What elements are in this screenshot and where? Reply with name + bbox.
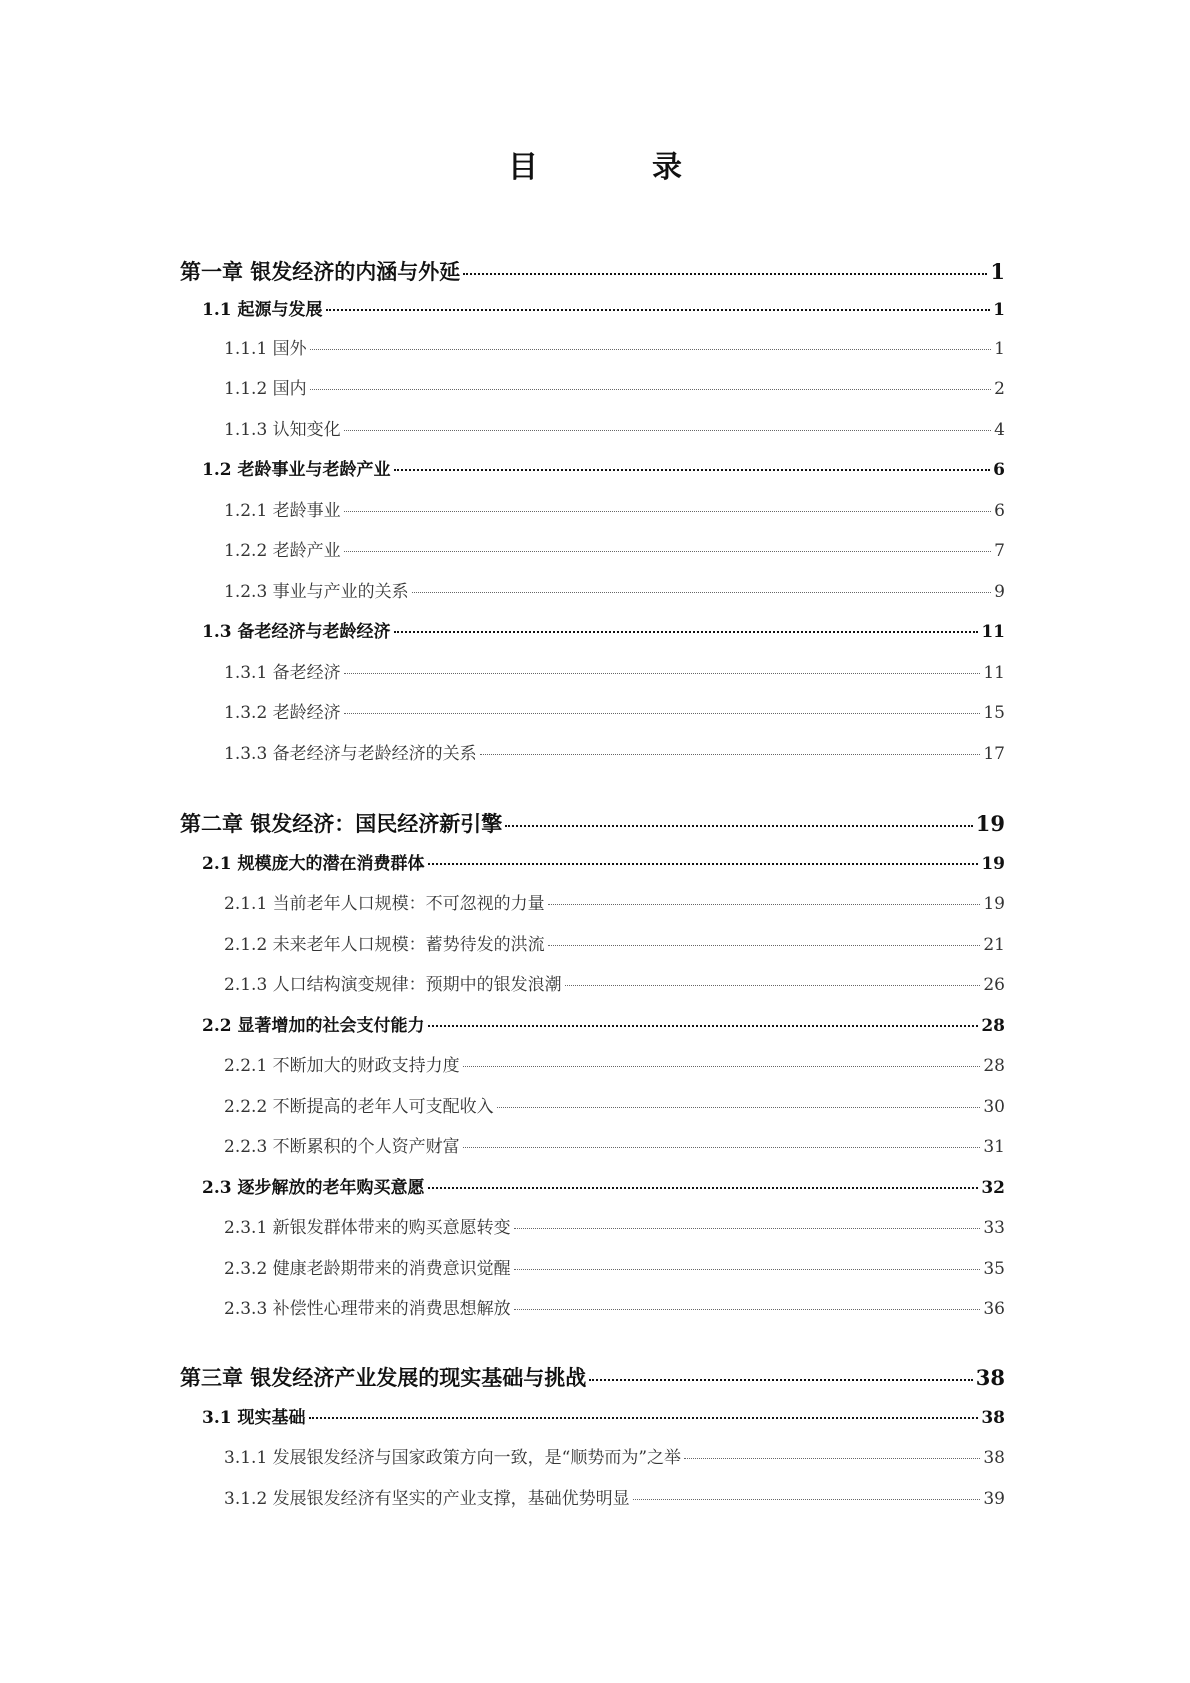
dot-leader — [428, 1025, 979, 1027]
toc-entry-page: 6 — [993, 460, 1005, 480]
toc-entry-label: 2.1.1 当前老年人口规模：不可忽视的力量 — [224, 894, 545, 914]
toc-entry-label: 第一章 银发经济的内涵与外延 — [180, 259, 461, 284]
toc-entry-page: 1 — [990, 259, 1005, 284]
toc-entry-page: 19 — [975, 811, 1005, 836]
toc-entry[interactable] — [202, 455, 1005, 480]
toc-entry[interactable] — [224, 658, 1005, 683]
toc-entry-label: 1.3.3 备老经济与老龄经济的关系 — [224, 744, 477, 764]
toc-entry-label: 2.2 显著增加的社会支付能力 — [202, 1016, 425, 1036]
toc-entry-page: 35 — [983, 1259, 1005, 1279]
toc-entry-page: 33 — [983, 1218, 1005, 1238]
dot-leader — [480, 754, 981, 755]
toc-entry[interactable] — [202, 1403, 1005, 1428]
toc-entry-label: 2.2.2 不断提高的老年人可支配收入 — [224, 1097, 494, 1117]
toc-entry[interactable] — [224, 1294, 1005, 1319]
toc-entry-page: 26 — [983, 975, 1005, 995]
dot-leader — [428, 1187, 979, 1189]
toc-entry-page: 7 — [994, 541, 1005, 561]
toc-entry[interactable] — [202, 849, 1005, 874]
toc-entry-label: 3.1.1 发展银发经济与国家政策方向一致，是“顺势而为”之举 — [224, 1448, 682, 1468]
dot-leader — [326, 309, 991, 311]
toc-entry-label: 2.2.1 不断加大的财政支持力度 — [224, 1056, 460, 1076]
toc-entry-page: 31 — [983, 1137, 1005, 1157]
toc-entry[interactable] — [224, 1254, 1005, 1279]
toc-entry[interactable] — [224, 930, 1005, 955]
toc-entry-page: 38 — [983, 1448, 1005, 1468]
dot-leader — [548, 945, 981, 946]
toc-entry-label: 第二章 银发经济：国民经济新引擎 — [180, 811, 503, 836]
toc-entry[interactable] — [224, 1484, 1005, 1509]
toc-entry-page: 32 — [981, 1178, 1005, 1198]
toc-entry-page: 1 — [993, 300, 1005, 320]
toc-entry-page: 11 — [981, 622, 1005, 642]
toc-entry[interactable] — [202, 617, 1005, 642]
dot-leader — [514, 1269, 981, 1270]
toc-entry-page: 4 — [994, 420, 1005, 440]
toc-entry-label: 1.2.1 老龄事业 — [224, 501, 341, 521]
dot-leader — [548, 904, 981, 905]
dot-leader — [463, 1066, 981, 1067]
toc-entry-label: 2.1 规模庞大的潜在消费群体 — [202, 854, 425, 874]
toc-entry-label: 3.1.2 发展银发经济有坚实的产业支撑，基础优势明显 — [224, 1489, 630, 1509]
dot-leader — [412, 592, 992, 593]
dot-leader — [344, 673, 981, 674]
toc-entry-label: 2.3.3 补偿性心理带来的消费思想解放 — [224, 1299, 511, 1319]
toc-entry[interactable] — [224, 1132, 1005, 1157]
toc-entry-label: 1.3.1 备老经济 — [224, 663, 341, 683]
toc-entry[interactable] — [224, 739, 1005, 764]
toc-entry-page: 21 — [983, 935, 1005, 955]
toc-entry[interactable] — [224, 496, 1005, 521]
toc-entry-label: 1.3.2 老龄经济 — [224, 703, 341, 723]
toc-entry-page: 19 — [983, 894, 1005, 914]
toc-entry[interactable] — [224, 1213, 1005, 1238]
toc-entry-label: 1.1 起源与发展 — [202, 300, 323, 320]
dot-leader — [394, 631, 979, 633]
dot-leader — [344, 430, 992, 431]
dot-leader — [344, 551, 992, 552]
dot-leader — [344, 713, 981, 714]
dot-leader — [514, 1309, 981, 1310]
toc-entry-page: 38 — [981, 1408, 1005, 1428]
toc-entry-page: 6 — [994, 501, 1005, 521]
toc-entry[interactable] — [180, 808, 1005, 838]
toc-entry-label: 2.3 逐步解放的老年购买意愿 — [202, 1178, 425, 1198]
toc-entry[interactable] — [202, 1011, 1005, 1036]
toc-entry[interactable] — [224, 1092, 1005, 1117]
toc-entry-page: 1 — [994, 339, 1005, 359]
dot-leader — [589, 1379, 972, 1381]
toc-entry[interactable] — [224, 698, 1005, 723]
toc-entry-label: 2.3.1 新银发群体带来的购买意愿转变 — [224, 1218, 511, 1238]
toc-entry-label: 1.2 老龄事业与老龄产业 — [202, 460, 391, 480]
toc-entry-page: 17 — [983, 744, 1005, 764]
toc-entry[interactable] — [224, 536, 1005, 561]
dot-leader — [310, 389, 992, 390]
dot-leader — [505, 825, 972, 827]
toc-entry-page: 2 — [994, 379, 1005, 399]
toc-entry[interactable] — [224, 1443, 1005, 1468]
dot-leader — [463, 273, 987, 275]
toc-entry-page: 30 — [983, 1097, 1005, 1117]
toc-entry-label: 第三章 银发经济产业发展的现实基础与挑战 — [180, 1365, 587, 1390]
toc-entry[interactable] — [202, 295, 1005, 320]
toc-entry[interactable] — [224, 334, 1005, 359]
toc-entry-label: 1.1.1 国外 — [224, 339, 307, 359]
toc-entry-label: 1.3 备老经济与老龄经济 — [202, 622, 391, 642]
toc-entry-label: 1.2.3 事业与产业的关系 — [224, 582, 409, 602]
dot-leader — [309, 1417, 979, 1419]
dot-leader — [463, 1147, 981, 1148]
toc-entry-label: 2.3.2 健康老龄期带来的消费意识觉醒 — [224, 1259, 511, 1279]
toc-entry[interactable] — [180, 256, 1005, 286]
toc-entry-page: 28 — [981, 1016, 1005, 1036]
dot-leader — [497, 1107, 981, 1108]
toc-entry-page: 11 — [983, 663, 1005, 683]
toc-entry-page: 19 — [981, 854, 1005, 874]
dot-leader — [310, 349, 992, 350]
toc-entry-label: 1.2.2 老龄产业 — [224, 541, 341, 561]
dot-leader — [428, 863, 979, 865]
toc-entry[interactable] — [224, 415, 1005, 440]
toc-entry-label: 2.2.3 不断累积的个人资产财富 — [224, 1137, 460, 1157]
page-title: 目 录 — [508, 150, 724, 185]
dot-leader — [684, 1458, 980, 1459]
toc-entry-label: 1.1.2 国内 — [224, 379, 307, 399]
toc-entry-page: 36 — [983, 1299, 1005, 1319]
toc-entry-label: 2.1.3 人口结构演变规律：预期中的银发浪潮 — [224, 975, 562, 995]
toc-entry[interactable] — [224, 374, 1005, 399]
dot-leader — [344, 511, 992, 512]
toc-entry[interactable] — [180, 1362, 1005, 1392]
toc-entry-page: 38 — [975, 1365, 1005, 1390]
toc-entry-label: 2.1.2 未来老年人口规模：蓄势待发的洪流 — [224, 935, 545, 955]
toc-entry[interactable] — [224, 1051, 1005, 1076]
toc-entry-page: 15 — [983, 703, 1005, 723]
toc-entry[interactable] — [224, 889, 1005, 914]
dot-leader — [514, 1228, 981, 1229]
dot-leader — [633, 1499, 981, 1500]
toc-entry-label: 1.1.3 认知变化 — [224, 420, 341, 440]
toc-entry[interactable] — [224, 970, 1005, 995]
toc-entry[interactable] — [224, 577, 1005, 602]
toc-entry-label: 3.1 现实基础 — [202, 1408, 306, 1428]
dot-leader — [565, 985, 981, 986]
toc-entry-page: 39 — [983, 1489, 1005, 1509]
toc-entry-page: 28 — [983, 1056, 1005, 1076]
toc-entry[interactable] — [202, 1173, 1005, 1198]
toc-entry-page: 9 — [994, 582, 1005, 602]
dot-leader — [394, 469, 991, 471]
